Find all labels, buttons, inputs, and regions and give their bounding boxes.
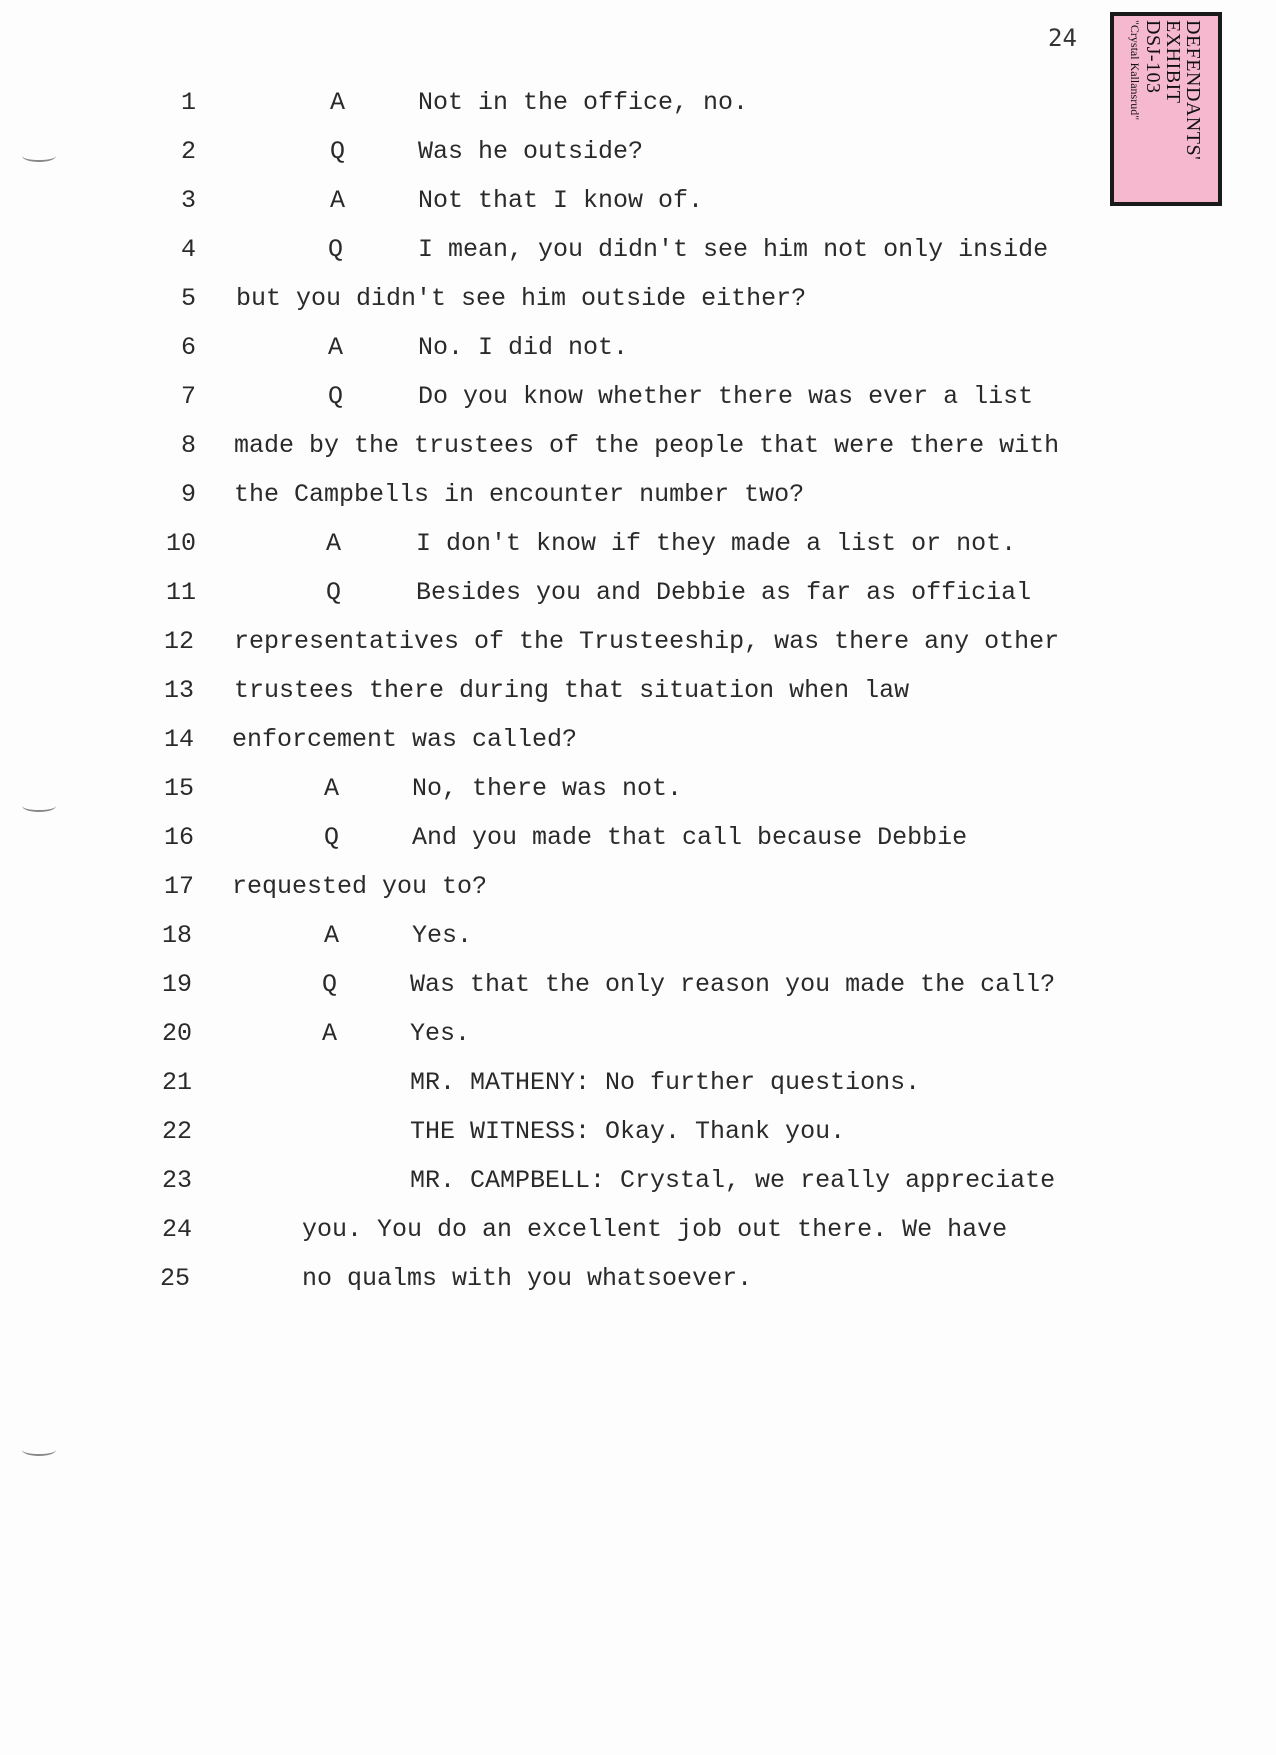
line-number: 11: [165, 578, 196, 607]
transcript-line: [0, 1166, 1100, 1206]
transcript-line: [0, 676, 1100, 716]
line-text: made by the trustees of the people that were there with: [234, 431, 1060, 460]
exhibit-id: DSJ-103: [1142, 20, 1164, 94]
line-text: enforcement was called?: [232, 725, 578, 754]
line-number: 8: [180, 431, 196, 460]
line-number: 10: [165, 529, 196, 558]
speaker-label: Q: [330, 137, 346, 166]
transcript-line: [0, 872, 1100, 912]
exhibit-party: DEFENDANTS': [1182, 20, 1204, 161]
line-text: Not that I know of.: [418, 186, 704, 215]
line-text: Besides you and Debbie as far as official: [416, 578, 1032, 607]
transcript-line: [0, 823, 1100, 863]
line-text: No. I did not.: [418, 333, 629, 362]
transcript-line: [0, 186, 1100, 226]
line-text: trustees there during that situation when law: [234, 676, 910, 705]
speaker-label: Q: [328, 382, 344, 411]
line-text: you. You do an excellent job out there. We have: [302, 1215, 1008, 1244]
transcript-line: [0, 235, 1100, 275]
transcript-line: [0, 284, 1100, 324]
line-text: no qualms with you whatsoever.: [302, 1264, 753, 1293]
line-number: 4: [180, 235, 196, 264]
line-number: 15: [163, 774, 194, 803]
speaker-label: A: [328, 333, 344, 362]
line-number: 16: [163, 823, 194, 852]
transcript-line: [0, 627, 1100, 667]
line-text: MR. CAMPBELL: Crystal, we really appreciate: [410, 1166, 1056, 1195]
exhibit-sticker: [1110, 12, 1222, 206]
line-number: 6: [180, 333, 196, 362]
line-number: 19: [161, 970, 192, 999]
exhibit-witness: "Crystal Kallansrud": [1128, 20, 1142, 121]
line-number: 9: [180, 480, 196, 509]
line-number: 18: [161, 921, 192, 950]
exhibit-sticker-text: [1129, 20, 1203, 198]
line-text: requested you to?: [232, 872, 488, 901]
exhibit-sticker-label: [1114, 16, 1218, 202]
line-text: I don't know if they made a list or not.: [416, 529, 1017, 558]
transcript-line: [0, 970, 1100, 1010]
transcript-line: [0, 1264, 1100, 1304]
line-number: 1: [180, 88, 196, 117]
transcript-line: [0, 1068, 1100, 1108]
page-number: 24: [1048, 24, 1077, 52]
line-text: No, there was not.: [412, 774, 683, 803]
line-number: 24: [161, 1215, 192, 1244]
transcript-line: [0, 1215, 1100, 1255]
line-text: THE WITNESS: Okay. Thank you.: [410, 1117, 846, 1146]
transcript-line: [0, 431, 1100, 471]
line-number: 21: [161, 1068, 192, 1097]
transcript-line: [0, 137, 1100, 177]
line-text: And you made that call because Debbie: [412, 823, 968, 852]
line-number: 20: [161, 1019, 192, 1048]
transcript-line: [0, 921, 1100, 961]
speaker-label: A: [326, 529, 342, 558]
line-text: Do you know whether there was ever a list: [418, 382, 1034, 411]
transcript-line: [0, 480, 1100, 520]
line-number: 25: [159, 1264, 190, 1293]
transcript-line: [0, 1117, 1100, 1157]
line-number: 2: [180, 137, 196, 166]
line-number: 13: [163, 676, 194, 705]
line-number: 14: [163, 725, 194, 754]
speaker-label: A: [324, 921, 340, 950]
transcript-line: [0, 774, 1100, 814]
scan-mark: [22, 1444, 56, 1456]
line-text: I mean, you didn't see him not only inside: [418, 235, 1049, 264]
speaker-label: Q: [324, 823, 340, 852]
line-text: Yes.: [412, 921, 473, 950]
transcript-line: [0, 88, 1100, 128]
line-text: Was that the only reason you made the call?: [410, 970, 1056, 999]
line-text: MR. MATHENY: No further questions.: [410, 1068, 921, 1097]
transcript-line: [0, 382, 1100, 422]
transcript-line: [0, 333, 1100, 373]
line-number: 5: [180, 284, 196, 313]
line-number: 12: [163, 627, 194, 656]
exhibit-word: EXHIBIT: [1162, 20, 1184, 104]
speaker-label: Q: [326, 578, 342, 607]
line-text: representatives of the Trusteeship, was there any other: [234, 627, 1060, 656]
transcript-line: [0, 578, 1100, 618]
line-number: 23: [161, 1166, 192, 1195]
transcript-line: [0, 1019, 1100, 1059]
speaker-label: Q: [322, 970, 338, 999]
line-text: but you didn't see him outside either?: [236, 284, 807, 313]
line-number: 3: [180, 186, 196, 215]
speaker-label: A: [330, 186, 346, 215]
transcript-line: [0, 725, 1100, 765]
speaker-label: A: [322, 1019, 338, 1048]
line-number: 22: [161, 1117, 192, 1146]
speaker-label: A: [324, 774, 340, 803]
line-text: the Campbells in encounter number two?: [234, 480, 805, 509]
line-text: Yes.: [410, 1019, 471, 1048]
speaker-label: A: [330, 88, 346, 117]
speaker-label: Q: [328, 235, 344, 264]
transcript-line: [0, 529, 1100, 569]
line-text: Not in the office, no.: [418, 88, 749, 117]
line-number: 7: [180, 382, 196, 411]
line-number: 17: [163, 872, 194, 901]
line-text: Was he outside?: [418, 137, 644, 166]
